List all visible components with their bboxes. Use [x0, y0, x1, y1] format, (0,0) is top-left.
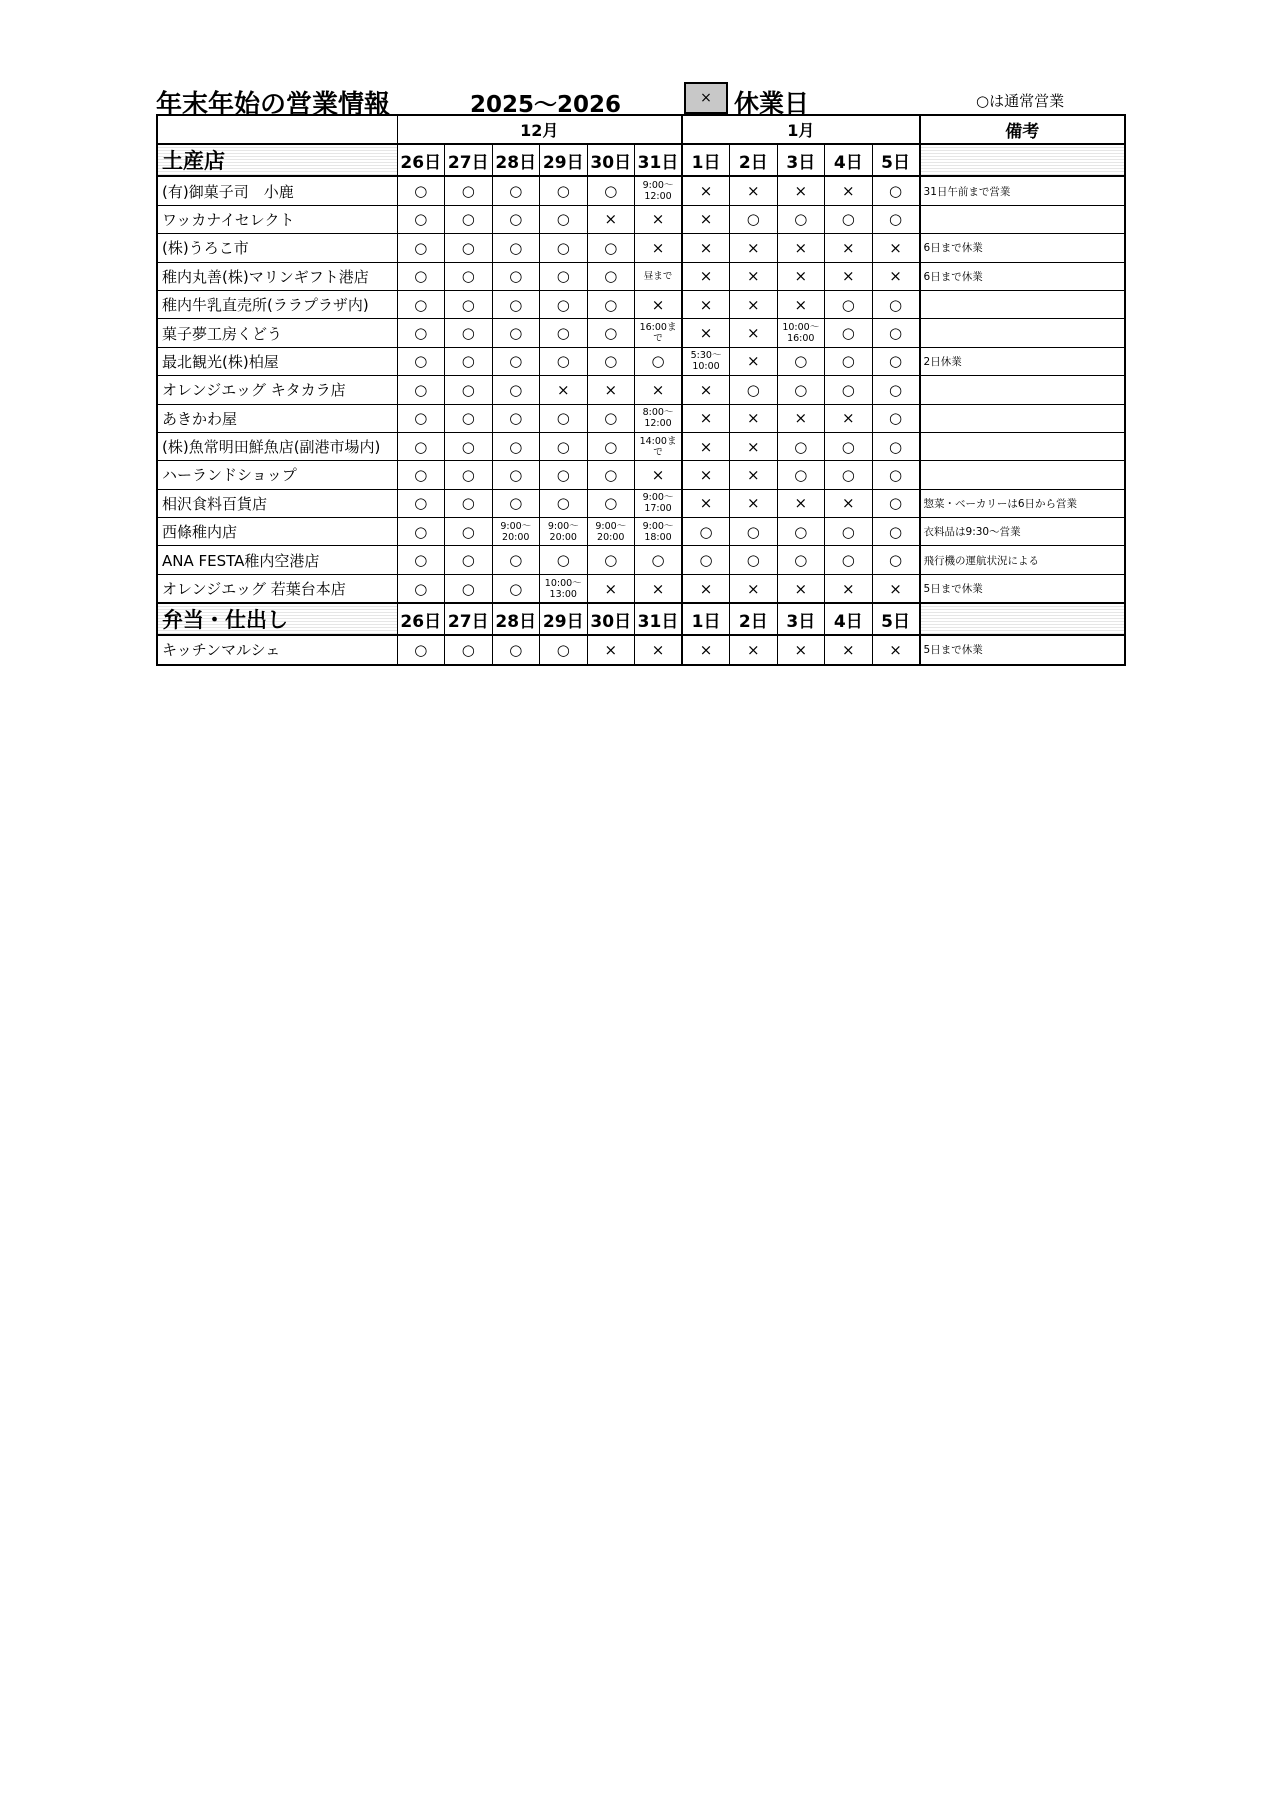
status-cell: 9:00～12:00 — [635, 176, 683, 205]
status-cell: ○ — [825, 319, 873, 347]
status-cell: ○ — [445, 234, 493, 262]
status-cell: ○ — [397, 635, 445, 664]
day-header: 30日 — [587, 603, 635, 635]
status-cell: ○ — [397, 376, 445, 404]
status-cell: ○ — [872, 546, 920, 574]
status-cell: ○ — [777, 376, 825, 404]
shop-name: 菓子夢工房くどう — [157, 319, 397, 347]
shop-name: ANA FESTA稚内空港店 — [157, 546, 397, 574]
status-cell: ○ — [540, 546, 588, 574]
status-cell: × — [825, 574, 873, 603]
status-cell: × — [777, 262, 825, 290]
table-body — [157, 144, 1125, 664]
status-cell: × — [777, 234, 825, 262]
day-header: 2日 — [730, 603, 778, 635]
status-cell: ○ — [872, 205, 920, 233]
status-cell: ○ — [492, 432, 540, 460]
status-cell: ○ — [587, 347, 635, 375]
status-cell: × — [682, 290, 730, 318]
section-name: 弁当・仕出し — [157, 603, 397, 635]
status-cell: × — [635, 574, 683, 603]
remark-cell: 2日休業 — [920, 347, 1126, 375]
shop-name: ハーランドショップ — [157, 461, 397, 489]
status-cell: ○ — [587, 234, 635, 262]
status-cell: × — [730, 290, 778, 318]
status-cell: ○ — [872, 518, 920, 546]
status-cell: 14:00まで — [635, 432, 683, 460]
status-cell: ○ — [540, 319, 588, 347]
status-cell: ○ — [730, 205, 778, 233]
status-cell: ○ — [825, 432, 873, 460]
status-cell: × — [777, 635, 825, 664]
table-row — [157, 489, 1125, 517]
table-row — [157, 376, 1125, 404]
status-cell: ○ — [492, 376, 540, 404]
status-cell: ○ — [777, 432, 825, 460]
status-cell: ○ — [397, 319, 445, 347]
page-header — [156, 84, 1124, 120]
table-row — [157, 290, 1125, 318]
day-header: 29日 — [540, 603, 588, 635]
status-cell: ○ — [730, 546, 778, 574]
month-december: 12月 — [397, 115, 682, 144]
status-cell: ○ — [587, 489, 635, 517]
status-cell: ○ — [587, 432, 635, 460]
day-header: 5日 — [872, 603, 920, 635]
status-cell: 9:00～20:00 — [587, 518, 635, 546]
status-cell: × — [872, 234, 920, 262]
status-cell: ○ — [587, 546, 635, 574]
status-cell: ○ — [397, 432, 445, 460]
remark-cell: 5日まで休業 — [920, 635, 1126, 664]
status-cell: ○ — [872, 461, 920, 489]
status-cell: × — [872, 262, 920, 290]
status-cell: ○ — [540, 205, 588, 233]
table-row — [157, 205, 1125, 233]
status-cell: 9:00～18:00 — [635, 518, 683, 546]
status-cell: ○ — [492, 319, 540, 347]
remarks-blank — [920, 144, 1126, 176]
remark-cell — [920, 461, 1126, 489]
table-row — [157, 234, 1125, 262]
status-cell: ○ — [872, 489, 920, 517]
status-cell: ○ — [777, 205, 825, 233]
status-cell: × — [682, 319, 730, 347]
status-cell: ○ — [540, 635, 588, 664]
status-cell: × — [730, 489, 778, 517]
status-cell: × — [635, 234, 683, 262]
status-cell: × — [872, 574, 920, 603]
table-row — [157, 574, 1125, 603]
status-cell: × — [682, 574, 730, 603]
status-cell: × — [825, 176, 873, 205]
status-cell: × — [682, 205, 730, 233]
status-cell: × — [682, 404, 730, 432]
status-cell: ○ — [872, 432, 920, 460]
status-cell: × — [825, 489, 873, 517]
legend-note: ○は通常営業 — [976, 92, 1065, 110]
status-cell: × — [730, 262, 778, 290]
status-cell: × — [730, 347, 778, 375]
day-header: 4日 — [825, 144, 873, 176]
status-cell: × — [825, 262, 873, 290]
status-cell: ○ — [682, 518, 730, 546]
status-cell: ○ — [540, 176, 588, 205]
status-cell: 昼まで — [635, 262, 683, 290]
shop-name: 西條稚内店 — [157, 518, 397, 546]
table-row — [157, 262, 1125, 290]
status-cell: × — [682, 376, 730, 404]
status-cell: × — [730, 404, 778, 432]
status-cell: × — [682, 461, 730, 489]
day-header: 28日 — [492, 603, 540, 635]
day-header: 28日 — [492, 144, 540, 176]
status-cell: ○ — [492, 176, 540, 205]
status-cell: × — [587, 205, 635, 233]
status-cell: ○ — [587, 262, 635, 290]
year-range: 2025～2026 — [470, 92, 622, 118]
status-cell: × — [825, 234, 873, 262]
status-cell: × — [635, 205, 683, 233]
shop-name: キッチンマルシェ — [157, 635, 397, 664]
remark-cell — [920, 376, 1126, 404]
status-cell: × — [730, 234, 778, 262]
day-header: 1日 — [682, 603, 730, 635]
status-cell: ○ — [397, 518, 445, 546]
status-cell: ○ — [445, 262, 493, 290]
status-cell: × — [682, 432, 730, 460]
status-cell: 16:00まで — [635, 319, 683, 347]
status-cell: ○ — [445, 518, 493, 546]
remark-cell — [920, 290, 1126, 318]
status-cell: ○ — [777, 347, 825, 375]
status-cell: ○ — [682, 546, 730, 574]
day-header: 27日 — [445, 144, 493, 176]
day-header: 30日 — [587, 144, 635, 176]
status-cell: × — [682, 234, 730, 262]
status-cell: ○ — [492, 574, 540, 603]
day-header: 3日 — [777, 144, 825, 176]
table-row — [157, 635, 1125, 664]
status-cell: ○ — [872, 319, 920, 347]
section-name: 土産店 — [157, 144, 397, 176]
status-cell: × — [730, 635, 778, 664]
status-cell: 9:00～20:00 — [540, 518, 588, 546]
table-row — [157, 347, 1125, 375]
status-cell: ○ — [492, 635, 540, 664]
status-cell: × — [730, 574, 778, 603]
status-cell: ○ — [397, 262, 445, 290]
day-header: 26日 — [397, 144, 445, 176]
status-cell: ○ — [397, 234, 445, 262]
status-cell: ○ — [397, 176, 445, 205]
day-header: 3日 — [777, 603, 825, 635]
status-cell: ○ — [540, 432, 588, 460]
status-cell: ○ — [445, 290, 493, 318]
legend-closed-swatch: × — [684, 82, 728, 114]
status-cell: ○ — [635, 347, 683, 375]
day-header: 2日 — [730, 144, 778, 176]
status-cell: ○ — [540, 262, 588, 290]
status-cell: ○ — [872, 404, 920, 432]
status-cell: ○ — [540, 489, 588, 517]
status-cell: ○ — [445, 546, 493, 574]
status-cell: ○ — [635, 546, 683, 574]
shop-name: ワッカナイセレクト — [157, 205, 397, 233]
status-cell: ○ — [872, 376, 920, 404]
status-cell: ○ — [872, 290, 920, 318]
status-cell: × — [682, 176, 730, 205]
status-cell: ○ — [445, 635, 493, 664]
status-cell: × — [825, 635, 873, 664]
remark-cell: 6日まで休業 — [920, 234, 1126, 262]
status-cell: ○ — [445, 461, 493, 489]
status-cell: ○ — [587, 319, 635, 347]
status-cell: × — [587, 574, 635, 603]
status-cell: ○ — [492, 347, 540, 375]
day-header: 29日 — [540, 144, 588, 176]
status-cell: 5:30～10:00 — [682, 347, 730, 375]
status-cell: ○ — [445, 432, 493, 460]
shop-name: 稚内牛乳直売所(ララプラザ内) — [157, 290, 397, 318]
status-cell: ○ — [825, 546, 873, 574]
status-cell: ○ — [445, 404, 493, 432]
status-cell: ○ — [825, 461, 873, 489]
status-cell: 10:00～16:00 — [777, 319, 825, 347]
status-cell: ○ — [492, 290, 540, 318]
status-cell: ○ — [492, 461, 540, 489]
status-cell: 8:00～12:00 — [635, 404, 683, 432]
remark-cell: 惣菜・ベーカリーは6日から営業 — [920, 489, 1126, 517]
shop-name: あきかわ屋 — [157, 404, 397, 432]
status-cell: ○ — [397, 205, 445, 233]
status-cell: × — [587, 635, 635, 664]
status-cell: ○ — [825, 290, 873, 318]
day-header: 31日 — [635, 603, 683, 635]
status-cell: ○ — [825, 376, 873, 404]
remark-cell: 飛行機の運航状況による — [920, 546, 1126, 574]
remark-cell — [920, 404, 1126, 432]
status-cell: × — [635, 290, 683, 318]
table-row — [157, 546, 1125, 574]
status-cell: ○ — [777, 546, 825, 574]
status-cell: × — [730, 319, 778, 347]
shop-name: (株)魚常明田鮮魚店(副港市場内) — [157, 432, 397, 460]
status-cell: ○ — [825, 518, 873, 546]
status-cell: ○ — [492, 404, 540, 432]
status-cell: 10:00～13:00 — [540, 574, 588, 603]
status-cell: ○ — [872, 176, 920, 205]
shop-name: (有)御菓子司 小鹿 — [157, 176, 397, 205]
status-cell: ○ — [540, 290, 588, 318]
status-cell: × — [777, 176, 825, 205]
remark-cell: 衣料品は9:30～営業 — [920, 518, 1126, 546]
status-cell: × — [777, 574, 825, 603]
page-title: 年末年始の営業情報 — [156, 90, 391, 120]
shop-name: (株)うろこ市 — [157, 234, 397, 262]
status-cell: ○ — [540, 234, 588, 262]
day-header: 27日 — [445, 603, 493, 635]
status-cell: × — [682, 262, 730, 290]
status-cell: × — [872, 635, 920, 664]
status-cell: ○ — [397, 574, 445, 603]
status-cell: ○ — [445, 347, 493, 375]
day-header: 4日 — [825, 603, 873, 635]
status-cell: ○ — [397, 461, 445, 489]
status-cell: 9:00～17:00 — [635, 489, 683, 517]
status-cell: ○ — [397, 290, 445, 318]
month-january: 1月 — [682, 115, 920, 144]
status-cell: × — [730, 176, 778, 205]
status-cell: × — [777, 404, 825, 432]
remark-cell: 6日まで休業 — [920, 262, 1126, 290]
status-cell: × — [777, 290, 825, 318]
table-row — [157, 404, 1125, 432]
remarks-blank — [920, 603, 1126, 635]
status-cell: × — [777, 489, 825, 517]
legend-closed-label: 休業日 — [734, 89, 810, 118]
status-cell: × — [635, 376, 683, 404]
status-cell: ○ — [445, 489, 493, 517]
status-cell: × — [540, 376, 588, 404]
remark-cell — [920, 319, 1126, 347]
shop-name: 最北観光(株)柏屋 — [157, 347, 397, 375]
day-header: 1日 — [682, 144, 730, 176]
status-cell: × — [825, 404, 873, 432]
remark-cell — [920, 432, 1126, 460]
status-cell: ○ — [492, 234, 540, 262]
status-cell: ○ — [445, 319, 493, 347]
status-cell: ○ — [397, 347, 445, 375]
status-cell: ○ — [825, 205, 873, 233]
status-cell: ○ — [492, 205, 540, 233]
status-cell: ○ — [540, 404, 588, 432]
status-cell: ○ — [587, 290, 635, 318]
day-header: 26日 — [397, 603, 445, 635]
status-cell: ○ — [397, 546, 445, 574]
status-cell: × — [635, 635, 683, 664]
shop-name: 稚内丸善(株)マリンギフト港店 — [157, 262, 397, 290]
section-header-row — [157, 144, 1125, 176]
status-cell: × — [635, 461, 683, 489]
table-row — [157, 432, 1125, 460]
status-cell: ○ — [540, 347, 588, 375]
table-row — [157, 176, 1125, 205]
status-cell: × — [730, 461, 778, 489]
status-cell: ○ — [587, 461, 635, 489]
header-blank — [157, 115, 397, 144]
status-cell: 9:00～20:00 — [492, 518, 540, 546]
status-cell: ○ — [397, 404, 445, 432]
status-cell: ○ — [872, 347, 920, 375]
table-row — [157, 461, 1125, 489]
status-cell: ○ — [492, 546, 540, 574]
status-cell: ○ — [825, 347, 873, 375]
status-cell: ○ — [540, 461, 588, 489]
day-header: 31日 — [635, 144, 683, 176]
status-cell: ○ — [587, 176, 635, 205]
status-cell: × — [587, 376, 635, 404]
shop-name: オレンジエッグ キタカラ店 — [157, 376, 397, 404]
month-header-row — [157, 115, 1125, 144]
status-cell: × — [682, 635, 730, 664]
business-hours-table — [156, 114, 1126, 666]
status-cell: ○ — [492, 262, 540, 290]
remark-cell — [920, 205, 1126, 233]
table-row — [157, 319, 1125, 347]
status-cell: ○ — [445, 574, 493, 603]
status-cell: × — [730, 432, 778, 460]
table-row — [157, 518, 1125, 546]
day-header: 5日 — [872, 144, 920, 176]
status-cell: ○ — [777, 461, 825, 489]
status-cell: ○ — [397, 489, 445, 517]
remark-cell: 31日午前まで営業 — [920, 176, 1126, 205]
section-header-row — [157, 603, 1125, 635]
remarks-header: 備考 — [920, 115, 1126, 144]
status-cell: ○ — [445, 176, 493, 205]
shop-name: オレンジエッグ 若葉台本店 — [157, 574, 397, 603]
status-cell: ○ — [730, 376, 778, 404]
remark-cell: 5日まで休業 — [920, 574, 1126, 603]
status-cell: ○ — [587, 404, 635, 432]
status-cell: ○ — [777, 518, 825, 546]
status-cell: ○ — [730, 518, 778, 546]
status-cell: × — [682, 489, 730, 517]
status-cell: ○ — [492, 489, 540, 517]
status-cell: ○ — [445, 205, 493, 233]
status-cell: ○ — [445, 376, 493, 404]
shop-name: 相沢食料百貨店 — [157, 489, 397, 517]
